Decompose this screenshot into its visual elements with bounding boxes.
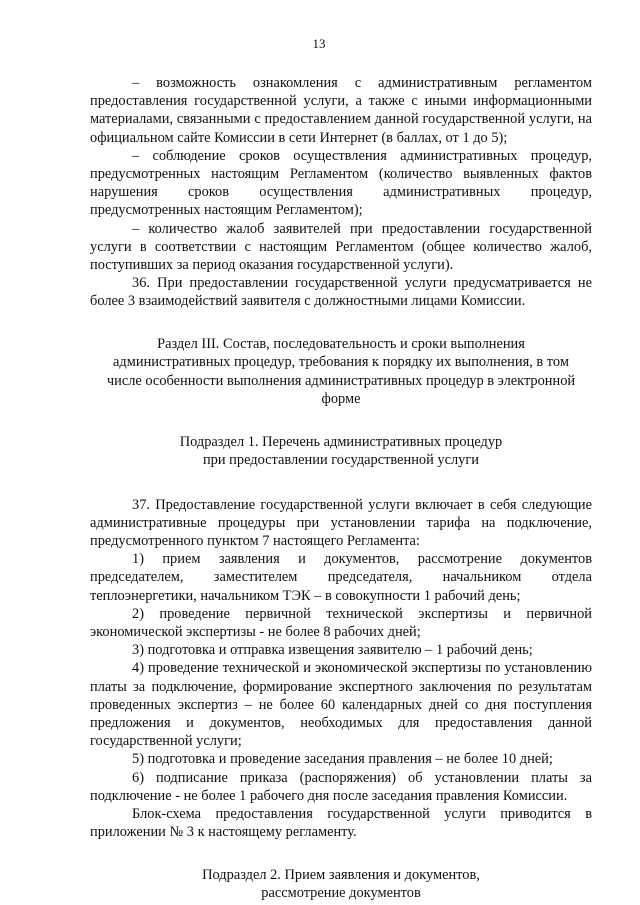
list-item-6: 6) подписание приказа (распоряжения) об установлении платы за подключение - не более 1 рабочего дня после заседания правления Комиссии. [90,769,592,804]
section-heading-line: административных процедур, требования к порядку их выполнения, в том [113,354,569,371]
subsection-heading-line: Подраздел 1. Перечень административных процедур [179,433,503,450]
subsection-heading-line: рассмотрение документов [261,885,421,901]
subsection-heading-line: при предоставлении государственной услуги [202,452,479,469]
paragraph-37: 37. Предоставление государственной услуги включает в себя следующие административные процедуры при установлении тарифа на подключение, предусмотренного пунктом 7 настоящего Регламента: [90,496,592,550]
paragraph-complaints-criterion: – количество жалоб заявителей при предоставлении государственной услуги в соответствии с настоящим Регламентом (общее количество жалоб, поступивших за период оказания государственной услуги). [90,220,592,274]
subsection-1-heading [90,433,592,470]
page-number: 13 [312,36,326,51]
section-heading-line: форме [321,391,361,408]
list-item-3: 3) подготовка и отправка извещения заявителю – 1 рабочий день; [132,642,533,659]
section-heading-line: числе особенности выполнения административных процедур в электронной [106,372,576,389]
list-item-4: 4) проведение технической и экономической экспертизы по установлению платы за подключение, формирование экспертного заключения по результатам проведенных экспертиз – не более 60 календарных дней со дня поступления предложения и документов, необходимых для предоставления данной государственной услуги; [90,660,592,750]
subsection-2-heading [90,866,592,903]
section-heading-line: Раздел III. Состав, последовательность и сроки выполнения [157,335,525,352]
paragraph-36: 36. При предоставлении государственной услуги предусматривается не более 3 взаимодействий заявителя с должностными лицами Комиссии. [90,275,592,310]
subsection-heading-line: Подраздел 2. Прием заявления и документов, [202,866,480,883]
list-item-2: 2) проведение первичной технической экспертизы и первичной экономической экспертизы - не более 8 рабочих дней; [90,605,592,641]
list-item-1: 1) прием заявления и документов, рассмотрение документов председателем, заместителем председателя, начальником отдела теплоэнергетики, начальником ТЭК – в совокупности 1 рабочий день; [90,551,592,604]
paragraph-flowchart: Блок-схема предоставления государственной услуги приводится в приложении № 3 к настоящему регламенту. [90,806,592,841]
paragraph-availability-criterion: – возможность ознакомления с административным регламентом предоставления государственной услуги, а также с иными информационными материалами, связанными с предоставлением данной государственной услуги, на официальном сайте Комиссии в сети Интернет (в баллах, от 1 до 5); [90,75,592,146]
section-heading [90,335,592,409]
paragraph-deadlines-criterion: – соблюдение сроков осуществления административных процедур, предусмотренных настоящим Регламентом (количество выявленных фактов нарушения сроков осуществления административных процедур, предусмотренных настоящим Регламентом); [90,147,592,219]
list-item-5: 5) подготовка и проведение заседания правления – не более 10 дней; [132,751,553,768]
